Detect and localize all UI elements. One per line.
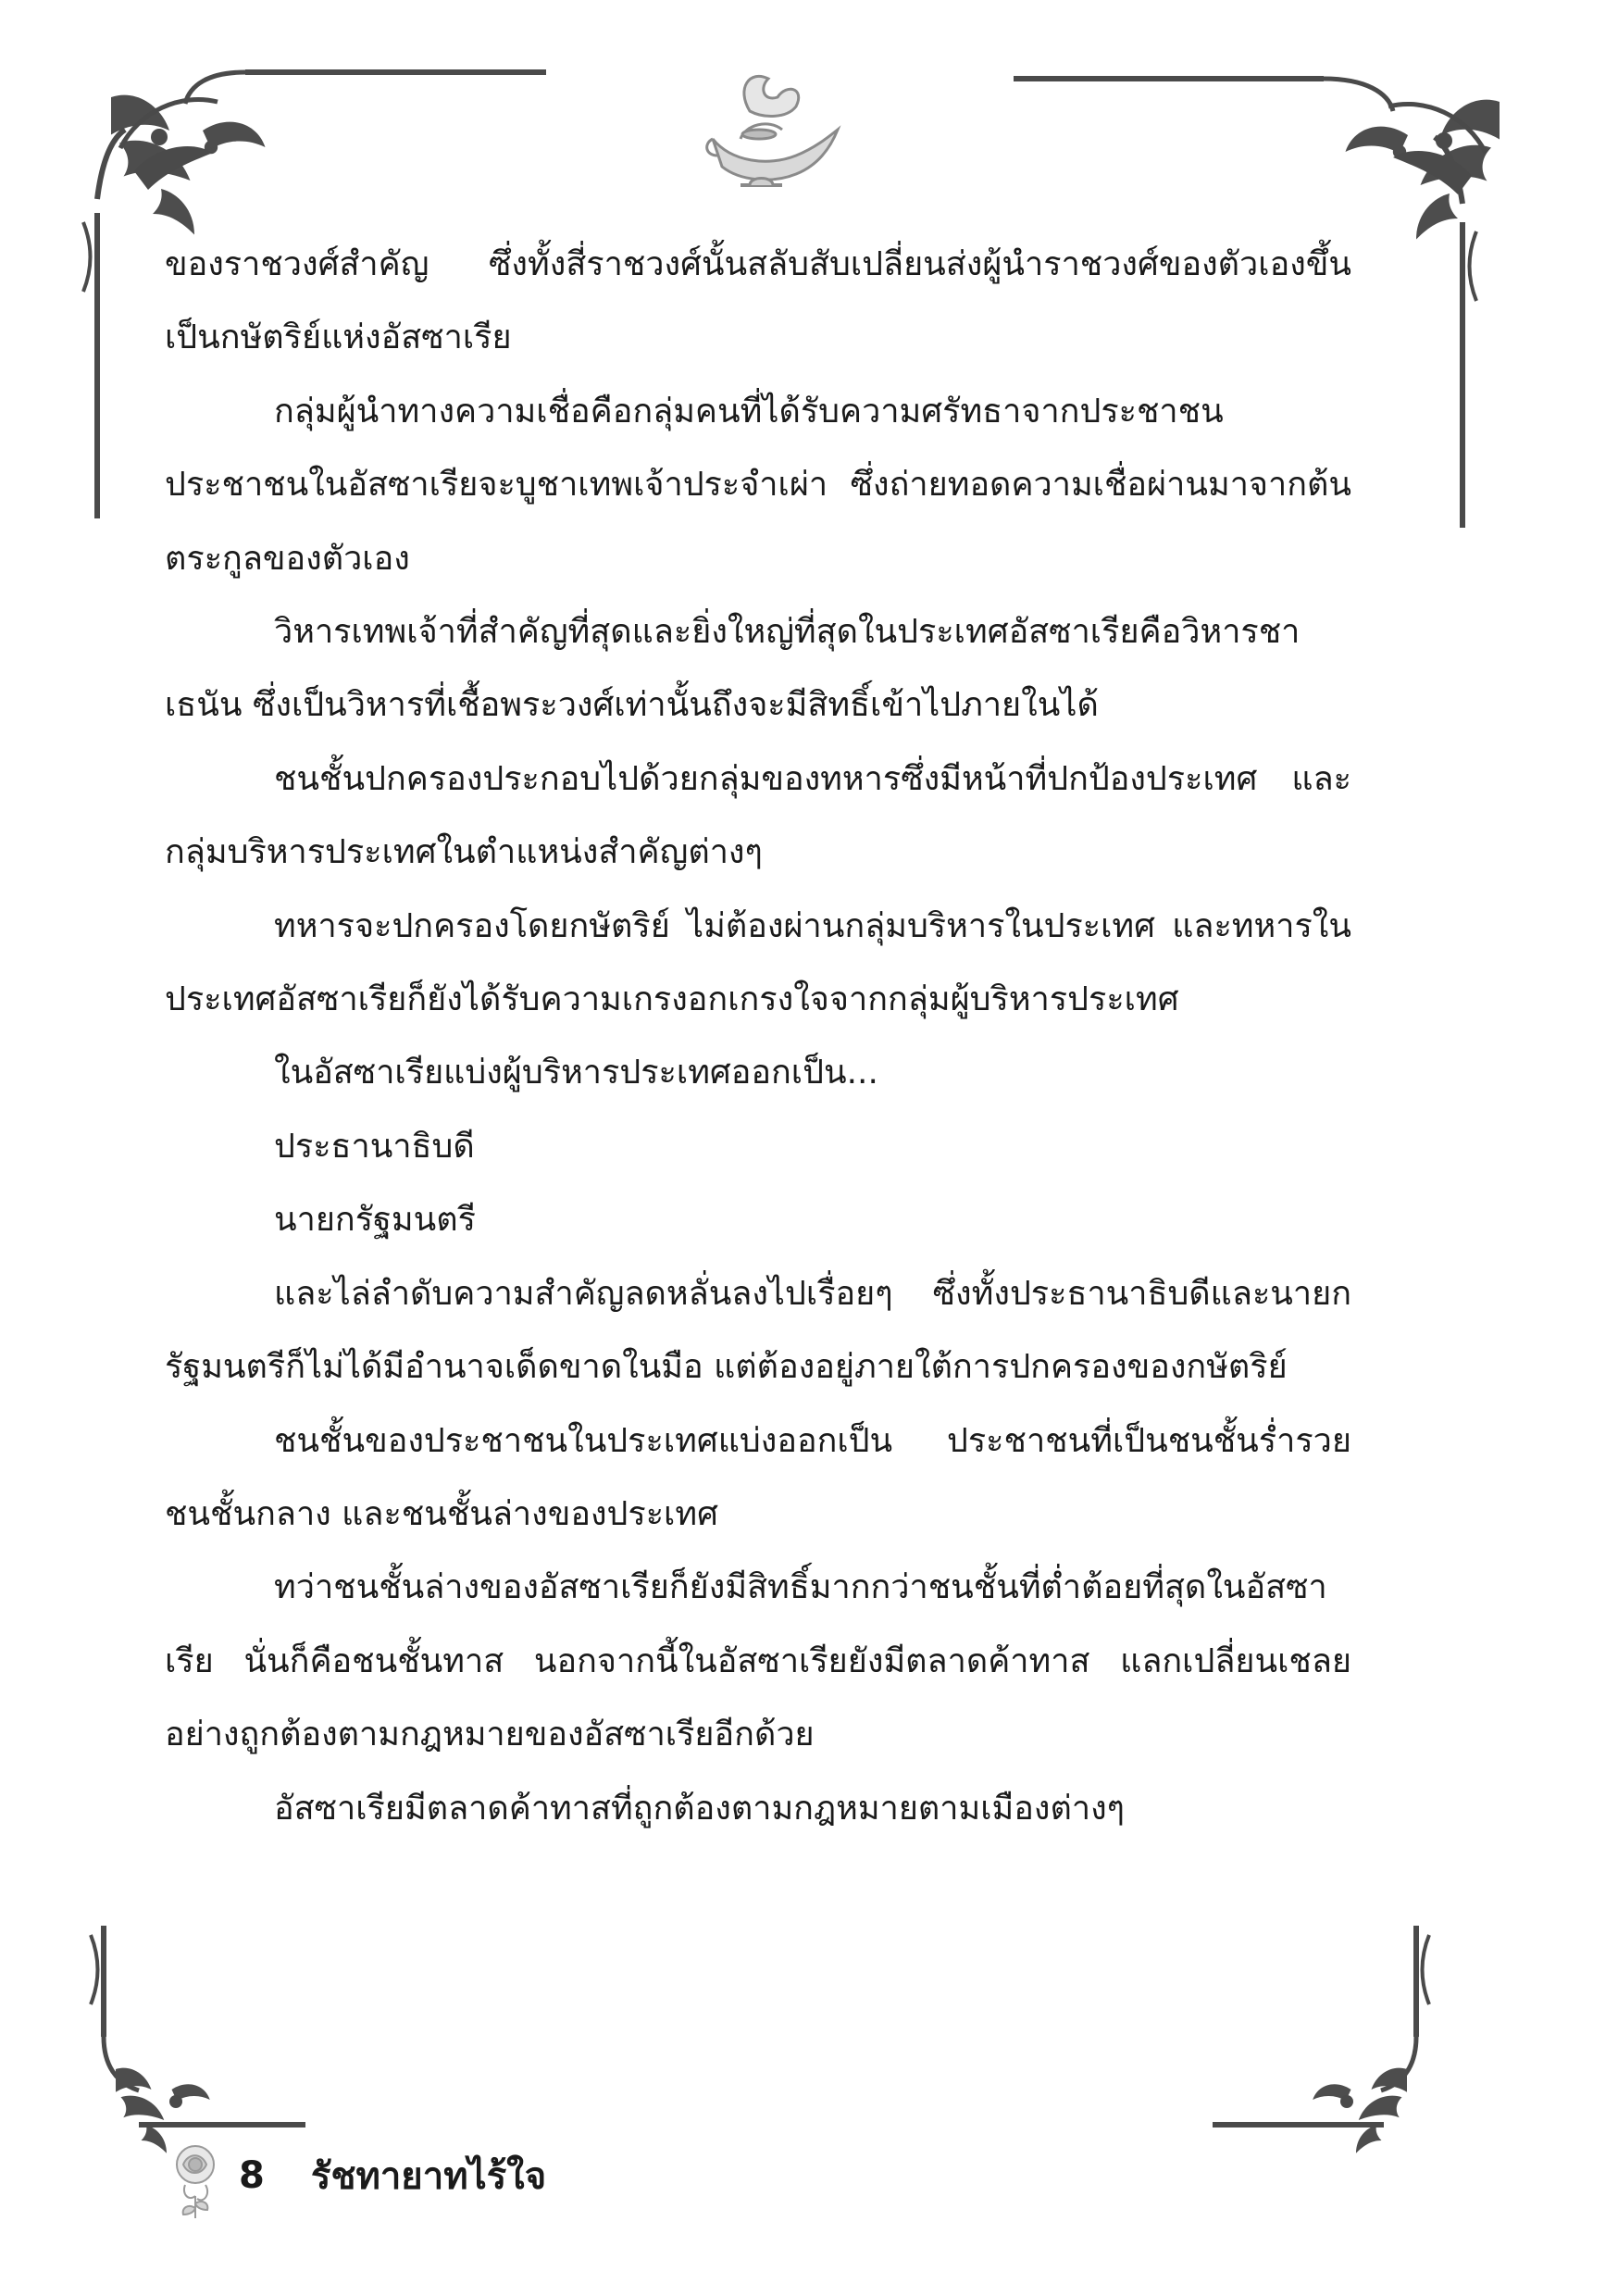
book-title: รัชทายาทไร้ใจ [310, 2155, 547, 2198]
paragraph: ประธานาธิบดี [274, 1127, 475, 1166]
paragraph: ชนชั้นของประชาชนในประเทศแบ่งออกเป็น ประชาชนที่เป็นชนชั้นร่ำรวย ชนชั้นกลาง และชนชั้นล่างของประเทศ [165, 1421, 1351, 1533]
paragraph: ของราชวงศ์สำคัญ ซึ่งทั้งสี่ราชวงศ์นั้นสลับสับเปลี่ยนส่งผู้นำราชวงศ์ของตัวเองขึ้นเป็นกษัตริย์แห่งอัสซาเรีย [165, 245, 1351, 357]
corner-ornament-bottom-right [1213, 1926, 1429, 2153]
paragraph: วิหารเทพเจ้าที่สำคัญที่สุดและยิ่งใหญ่ที่สุดในประเทศอัสซาเรียคือวิหารชาเธนัน ซึ่งเป็นวิหารที่เชื้อพระวงศ์เท่านั้นถึงจะมีสิทธิ์เข้าไปภายในได้ [165, 613, 1301, 725]
paragraph: ในอัสซาเรียแบ่งผู้บริหารประเทศออกเป็น... [274, 1054, 878, 1092]
paragraph: นายกรัฐมนตรี [274, 1201, 476, 1240]
genie-lamp-icon [707, 76, 838, 185]
chapter-body [165, 228, 1351, 1845]
paragraph: และไล่ลำดับความสำคัญลดหลั่นลงไปเรื่อยๆ ซึ่งทั้งประธานาธิบดีและนายกรัฐมนตรีก็ไม่ได้มีอำนาจเด็ดขาดในมือ แต่ต้องอยู่ภายใต้การปกครองของกษัตริย์ [165, 1274, 1351, 1387]
page-number: 8 [239, 2154, 265, 2197]
corner-ornament-bottom-left [91, 1926, 305, 2153]
paragraph: ทหารจะปกครองโดยกษัตริย์ ไม่ต้องผ่านกลุ่มบริหารในประเทศ และทหารในประเทศอัสซาเรียก็ยังได้รับความเกรงอกเกรงใจจากกลุ่มผู้บริหารประเทศ [165, 906, 1351, 1019]
rose-icon [165, 2129, 226, 2222]
page-footer [165, 2129, 546, 2222]
paragraph: อัสซาเรียมีตลาดค้าทาสที่ถูกต้องตามกฎหมายตามเมืองต่างๆ [274, 1789, 1125, 1828]
paragraph: กลุ่มผู้นำทางความเชื่อคือกลุ่มคนที่ได้รับความศรัทธาจากประชาชน ประชาชนในอัสซาเรียจะบูชาเทพเจ้าประจำเผ่า ซึ่งถ่ายทอดความเชื่อผ่านมาจากต้นตระกูลของตัวเอง [165, 392, 1351, 578]
paragraph: ทว่าชนชั้นล่างของอัสซาเรียก็ยังมีสิทธิ์มากกว่าชนชั้นที่ต่ำต้อยที่สุดในอัสซาเรีย นั่นก็คือชนชั้นทาส นอกจากนี้ในอัสซาเรียยังมีตลาดค้าทาส แลกเปลี่ยนเชลย อย่างถูกต้องตามกฎหมายของอัสซาเรียอีกด้วย [165, 1568, 1351, 1754]
paragraph: ชนชั้นปกครองประกอบไปด้วยกลุ่มของทหารซึ่งมีหน้าที่ปกป้องประเทศ และกลุ่มบริหารประเทศในตำแหน่งสำคัญต่างๆ [165, 759, 1351, 872]
